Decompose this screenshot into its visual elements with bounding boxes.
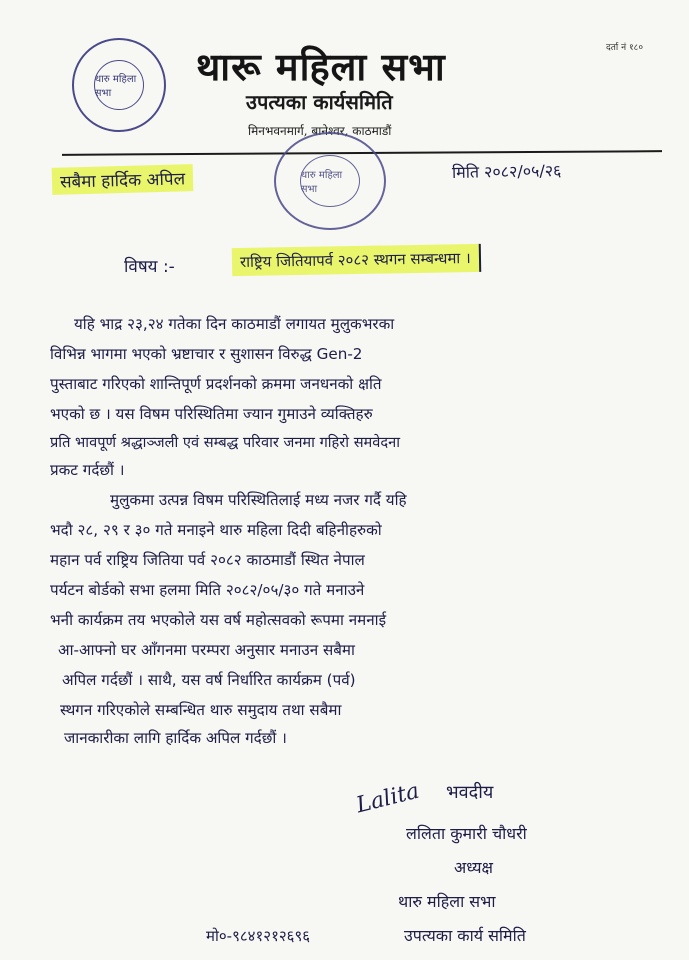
letter-date: मिति २०८२/०५/२६ [451, 161, 562, 182]
body-line: भएको छ । यस विषम परिस्थितिमा ज्यान गुमाउने व्यक्तिहरु [50, 405, 373, 423]
stamp-center: थारु महिला सभा [300, 155, 360, 208]
body-line: भनी कार्यक्रम तय भएकोले यस वर्ष महोत्सवको रूपमा नमनाई [50, 611, 387, 629]
body-line: स्थगन गरिएकोले सम्बन्धित थारु समुदाय तथा सबैमा [60, 701, 342, 719]
closing: भवदीय [446, 782, 494, 803]
organization-address: मिनभवनमार्ग, बानेश्वर, काठमाडौं [248, 124, 392, 138]
body-line: जानकारीका लागि हार्दिक अपिल गर्दछौं । [64, 729, 287, 747]
body-line: भदौ २८, २९ र ३० गते मनाइने थारु महिला दिदी बहिनीहरुको [50, 521, 382, 539]
body-line: आ-आफ्नो घर आँगनमा परम्परा अनुसार मनाउन सबैमा [58, 641, 355, 659]
phone-number: मो०-९८४१२१२६९६ [206, 927, 311, 945]
signatory-name: ललिता कुमारी चौधरी [406, 824, 527, 843]
registration-number: दर्ता नं १८० [606, 43, 643, 53]
handwritten-signature: Lalita [353, 778, 422, 819]
body-line: अपिल गर्दछौं । साथै, यस वर्ष निर्धारित कार्यक्रम (पर्व) [62, 671, 356, 689]
subject-label: विषय :- [124, 257, 175, 277]
body-line: पर्यटन बोर्डको सभा हलमा मिति २०८२/०५/३० गते मनाउने [50, 581, 365, 599]
organization-title: थारू महिला सभा [196, 44, 446, 89]
signatory-organization: थारु महिला सभा [398, 892, 496, 911]
body-line: पुस्ताबाट गरिएको शान्तिपूर्ण प्रदर्शनको क्रममा जनधनको क्षति [50, 375, 382, 393]
organization-seal [72, 38, 166, 132]
organization-subtitle: उपत्यका कार्यसमिति [246, 90, 393, 114]
signatory-title: अध्यक्ष [454, 858, 493, 877]
subject-text: राष्ट्रिय जितियापर्व २०८२ स्थगन सम्बन्धमा । [232, 244, 481, 276]
body-line: महान पर्व राष्ट्रिय जितिया पर्व २०८२ काठमाडौं स्थित नेपाल [50, 551, 365, 569]
body-line: विभिन्न भागमा भएको भ्रष्टाचार र सुशासन विरुद्ध Gen-2 [50, 345, 363, 363]
body-line: प्रकट गर्दछौं । [50, 461, 125, 479]
body-line: प्रति भावपूर्ण श्रद्धाञ्जली एवं सम्बद्ध परिवार जनमा गहिरो समवेदना [50, 434, 401, 451]
salutation: सबैमा हार्दिक अपिल [52, 164, 194, 195]
stamp-seal [274, 132, 386, 230]
committee-name: उपत्यका कार्य समिति [404, 926, 526, 945]
seal-center: थारु महिला सभा [94, 60, 144, 110]
body-line: यहि भाद्र २३,२४ गतेका दिन काठमाडौं लगायत मुलुकभरका [74, 315, 395, 333]
body-line: मुलुकमा उत्पन्न विषम परिस्थितिलाई मध्य नजर गर्दै यहि [110, 491, 407, 509]
